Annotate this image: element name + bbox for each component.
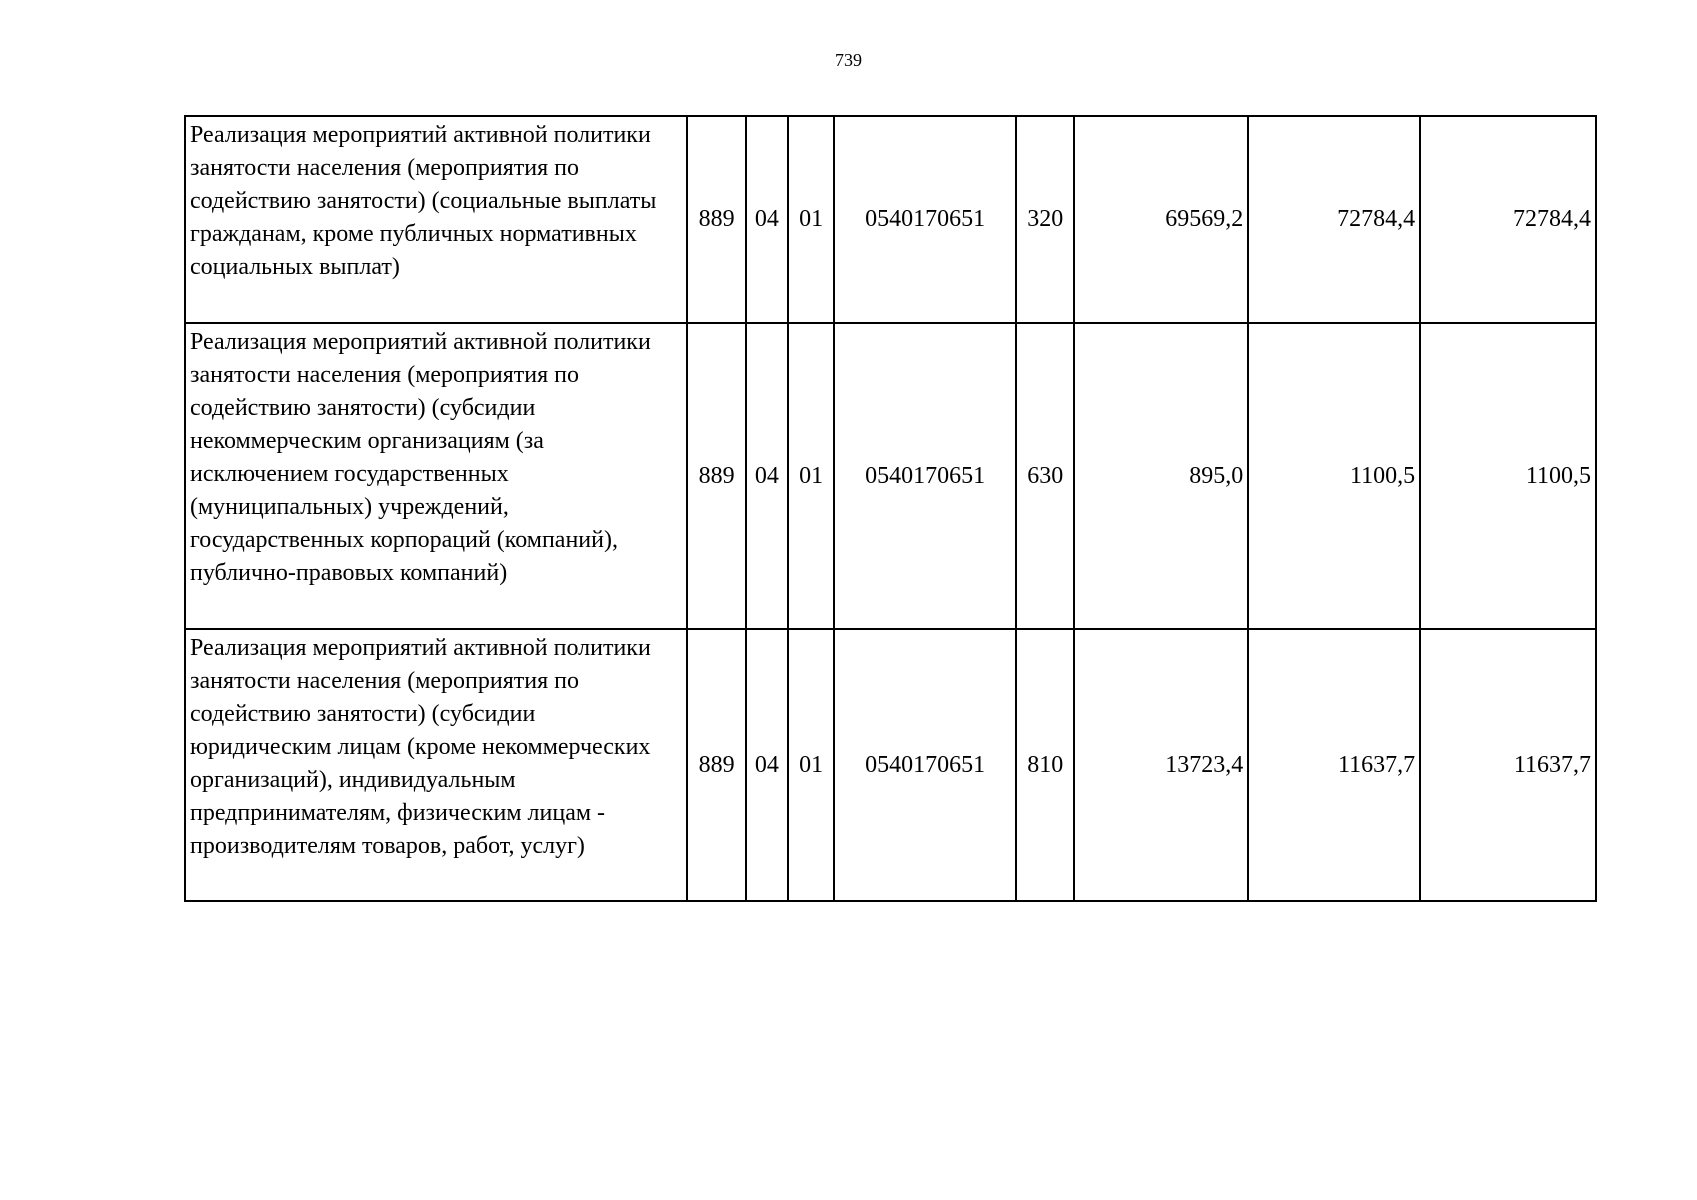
table-row	[185, 323, 1596, 629]
row-description: Реализация мероприятий активной политики занятости населения (мероприятия по содействию занятости) (субсидии юридическим лицам (кроме некоммерческих организаций), индивидуальным предпринимателям, физическим лицам - производителям товаров, работ, услуг)	[185, 629, 687, 901]
section-code: 04	[746, 116, 788, 323]
expense-type-code: 320	[1016, 116, 1074, 323]
amount-2: 1100,5	[1248, 323, 1420, 629]
amount-2: 11637,7	[1248, 629, 1420, 901]
subsection-code: 01	[788, 629, 834, 901]
subsection-code: 01	[788, 116, 834, 323]
subsection-code: 01	[788, 323, 834, 629]
amount-3: 72784,4	[1420, 116, 1596, 323]
ministry-code: 889	[687, 116, 745, 323]
amount-2: 72784,4	[1248, 116, 1420, 323]
amount-1: 69569,2	[1074, 116, 1248, 323]
amount-3: 1100,5	[1420, 323, 1596, 629]
expense-type-code: 810	[1016, 629, 1074, 901]
section-code: 04	[746, 323, 788, 629]
section-code: 04	[746, 629, 788, 901]
target-article-code: 0540170651	[834, 323, 1016, 629]
table-row	[185, 116, 1596, 323]
expense-type-code: 630	[1016, 323, 1074, 629]
target-article-code: 0540170651	[834, 116, 1016, 323]
target-article-code: 0540170651	[834, 629, 1016, 901]
row-description: Реализация мероприятий активной политики занятости населения (мероприятия по содействию занятости) (субсидии некоммерческим организациям (за исключением государственных (муниципальных) учреждений, государственных корпораций (компаний), публично-правовых компаний)	[185, 323, 687, 629]
row-description: Реализация мероприятий активной политики занятости населения (мероприятия по содействию занятости) (социальные выплаты гражданам, кроме публичных нормативных социальных выплат)	[185, 116, 687, 323]
table-row	[185, 629, 1596, 901]
ministry-code: 889	[687, 323, 745, 629]
budget-table	[184, 115, 1597, 902]
amount-1: 895,0	[1074, 323, 1248, 629]
page-number: 739	[835, 50, 862, 70]
ministry-code: 889	[687, 629, 745, 901]
amount-1: 13723,4	[1074, 629, 1248, 901]
amount-3: 11637,7	[1420, 629, 1596, 901]
